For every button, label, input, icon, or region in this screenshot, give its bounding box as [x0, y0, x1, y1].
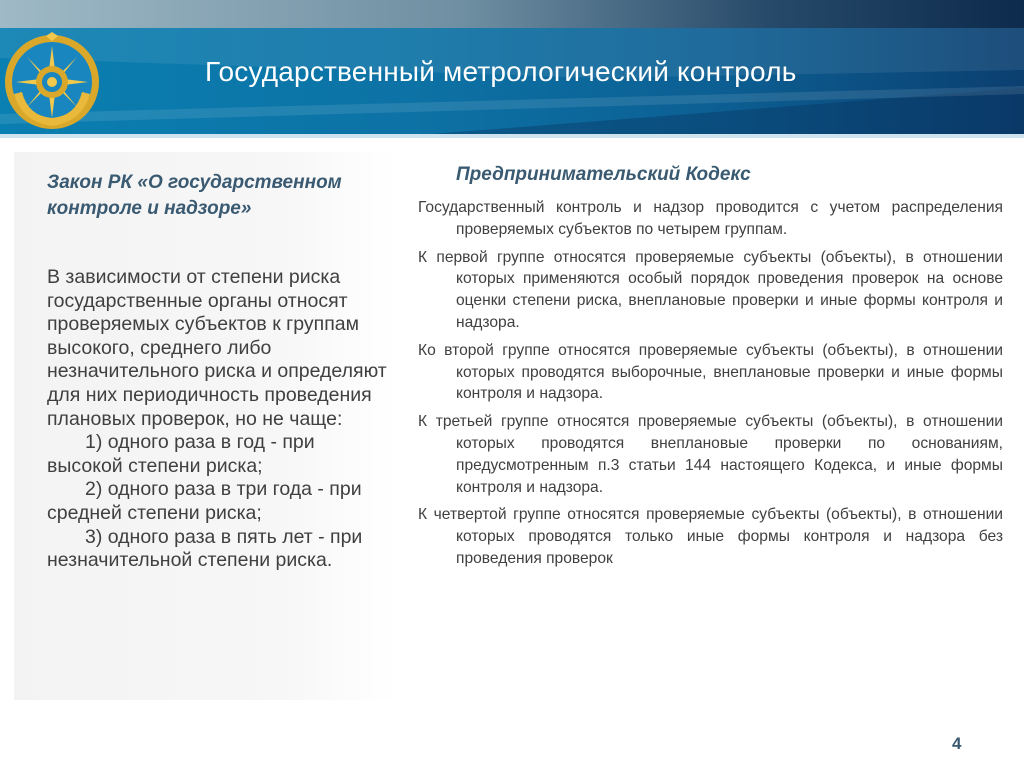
left-text-block [47, 266, 392, 573]
page-number: 4 [952, 734, 962, 753]
left-list-item-1: 1) одного раза в год - при высокой степени риска; [47, 431, 315, 477]
law-title: Закон РК «О государственном контроле и надзоре» [47, 172, 342, 219]
left-list-item-2: 2) одного раза в три года - при средней степени риска; [47, 478, 362, 524]
right-paragraph: К первой группе относятся проверяемые субъекты (объекты), в отношении которых применяются особый порядок проведения проверок на основе оценки степени риска, внеплановые проверки и иные формы контроля и надзора. [418, 248, 1003, 331]
banner-underline [0, 134, 1024, 138]
left-intro: В зависимости от степени риска государственные органы относят проверяемых субъектов к группам высокого, среднего либо незначительного риска и определяют для них периодичность проведения плановых проверок, но не чаще: [47, 266, 387, 430]
right-paragraph: К третьей группе относятся проверяемые субъекты (объекты), в отношении которых проводятся внеплановые проверки по основаниям, предусмотренным п.3 статьи 144 настоящего Кодекса, и иные формы контроля и надзора. [418, 413, 1003, 496]
right-text-block [418, 197, 1003, 576]
left-list-item-3: 3) одного раза в пять лет - при незначительной степени риска. [47, 525, 363, 572]
right-paragraph: Ко второй группе относятся проверяемые субъекты (объекты), в отношении которых проводятся выборочные, внеплановые проверки и иные формы контроля и надзора. [418, 341, 1003, 403]
right-paragraph: Государственный контроль и надзор проводится с учетом распределения проверяемых субъектов по четырем группам. [418, 199, 1003, 238]
right-paragraph: К четвертой группе относятся проверяемые субъекты (объекты), в отношении которых проводятся только иные формы контроля и надзора без проведения проверок [418, 506, 1003, 567]
top-stripe [0, 0, 1024, 28]
code-title: Предпринимательский Кодекс [456, 164, 751, 185]
page-title: Государственный метрологический контроль [205, 56, 797, 87]
kazakhstan-state-emblem-icon [2, 32, 102, 132]
